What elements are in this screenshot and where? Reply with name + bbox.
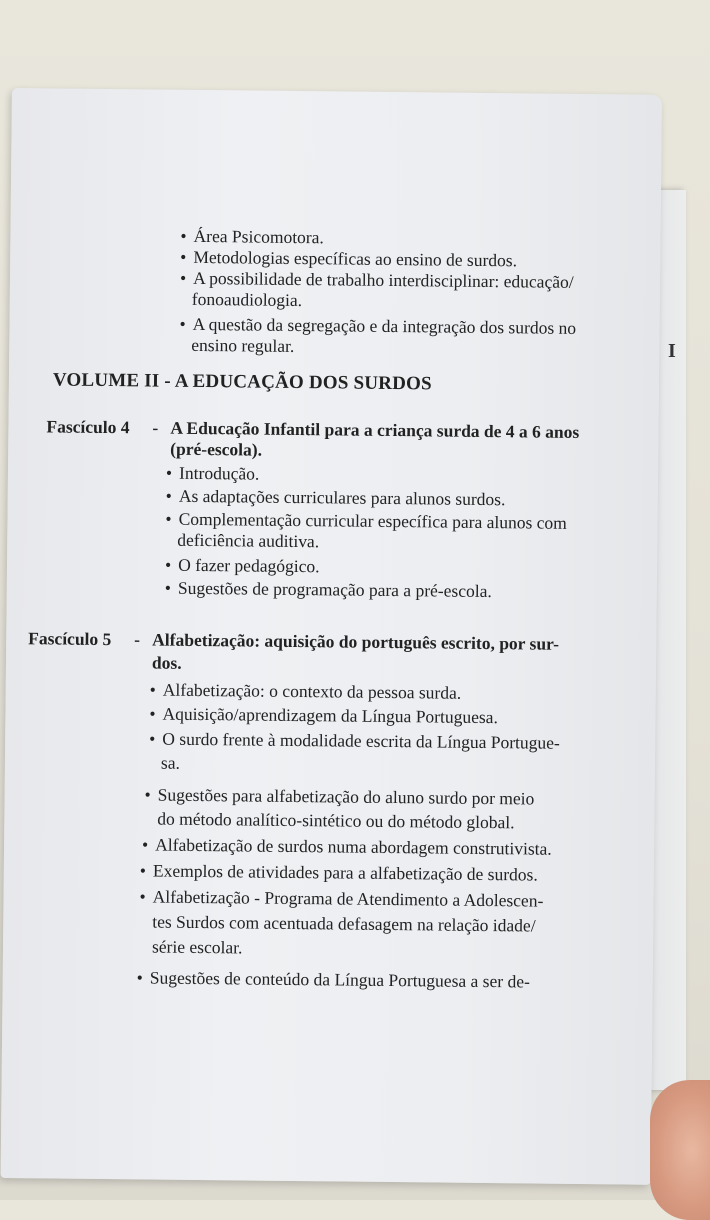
list-item-continuation: deficiência auditiva.	[177, 529, 320, 552]
list-item: • Área Psicomotora.	[180, 226, 324, 248]
list-item: • Alfabetização: o contexto da pessoa surda.	[150, 679, 462, 702]
fasciculo-5-label: Fascículo 5	[28, 628, 112, 650]
list-item: • Complementação curricular específica para alunos com	[165, 509, 567, 533]
list-item-continuation: do método analítico-sintético ou do método global.	[157, 808, 515, 833]
book-page	[1, 88, 662, 1185]
list-item: • Sugestões de programação para a pré-escola.	[165, 578, 492, 601]
list-item: • Alfabetização - Programa de Atendimento a Adolescen-	[139, 886, 543, 910]
fasciculo-4-title-cont: (pré-escola).	[170, 438, 263, 460]
list-item: • Sugestões para alfabetização do aluno surdo por meio	[145, 784, 535, 808]
list-item: • Metodologias específicas ao ensino de surdos.	[180, 247, 517, 271]
next-page-fragment: I	[668, 340, 676, 362]
fasciculo-5-dash: -	[134, 629, 141, 650]
page-content	[1, 88, 662, 1185]
finger	[650, 1080, 710, 1220]
list-item-continuation: série escolar.	[151, 936, 243, 958]
list-item-continuation: tes Surdos com acentuada defasagem na relação idade/	[152, 911, 536, 936]
list-item: • Introdução.	[166, 463, 260, 484]
fasciculo-4-dash: -	[152, 417, 159, 438]
list-item: • O fazer pedagógico.	[165, 555, 320, 577]
list-item: • A questão da segregação e da integração dos surdos no	[179, 314, 576, 338]
list-item-continuation: fonoaudiologia.	[191, 288, 303, 311]
list-item-continuation: sa.	[160, 752, 181, 773]
list-item: • Aquisição/aprendizagem da Língua Portuguesa.	[149, 703, 498, 727]
list-item: • As adaptações curriculares para alunos surdos.	[166, 486, 506, 510]
fasciculo-4-title: A Educação Infantil para a criança surda de 4 a 6 anos	[170, 417, 580, 442]
fasciculo-4-label: Fascículo 4	[46, 416, 130, 438]
list-item: • A possibilidade de trabalho interdisciplinar: educação/	[180, 268, 574, 292]
volume-heading: VOLUME II - A EDUCAÇÃO DOS SURDOS	[52, 369, 432, 395]
fasciculo-5-title-cont: dos.	[151, 652, 182, 673]
list-item: • Exemplos de atividades para a alfabetização de surdos.	[140, 860, 538, 884]
list-item: • Sugestões de conteúdo da Língua Portuguesa a ser de-	[137, 967, 530, 991]
list-item: • Alfabetização de surdos numa abordagem construtivista.	[142, 834, 552, 858]
list-item: • O surdo frente à modalidade escrita da Língua Portugue-	[149, 728, 560, 752]
list-item-continuation: ensino regular.	[191, 334, 295, 356]
fasciculo-5-title: Alfabetização: aquisição do português escrito, por sur-	[152, 629, 560, 654]
